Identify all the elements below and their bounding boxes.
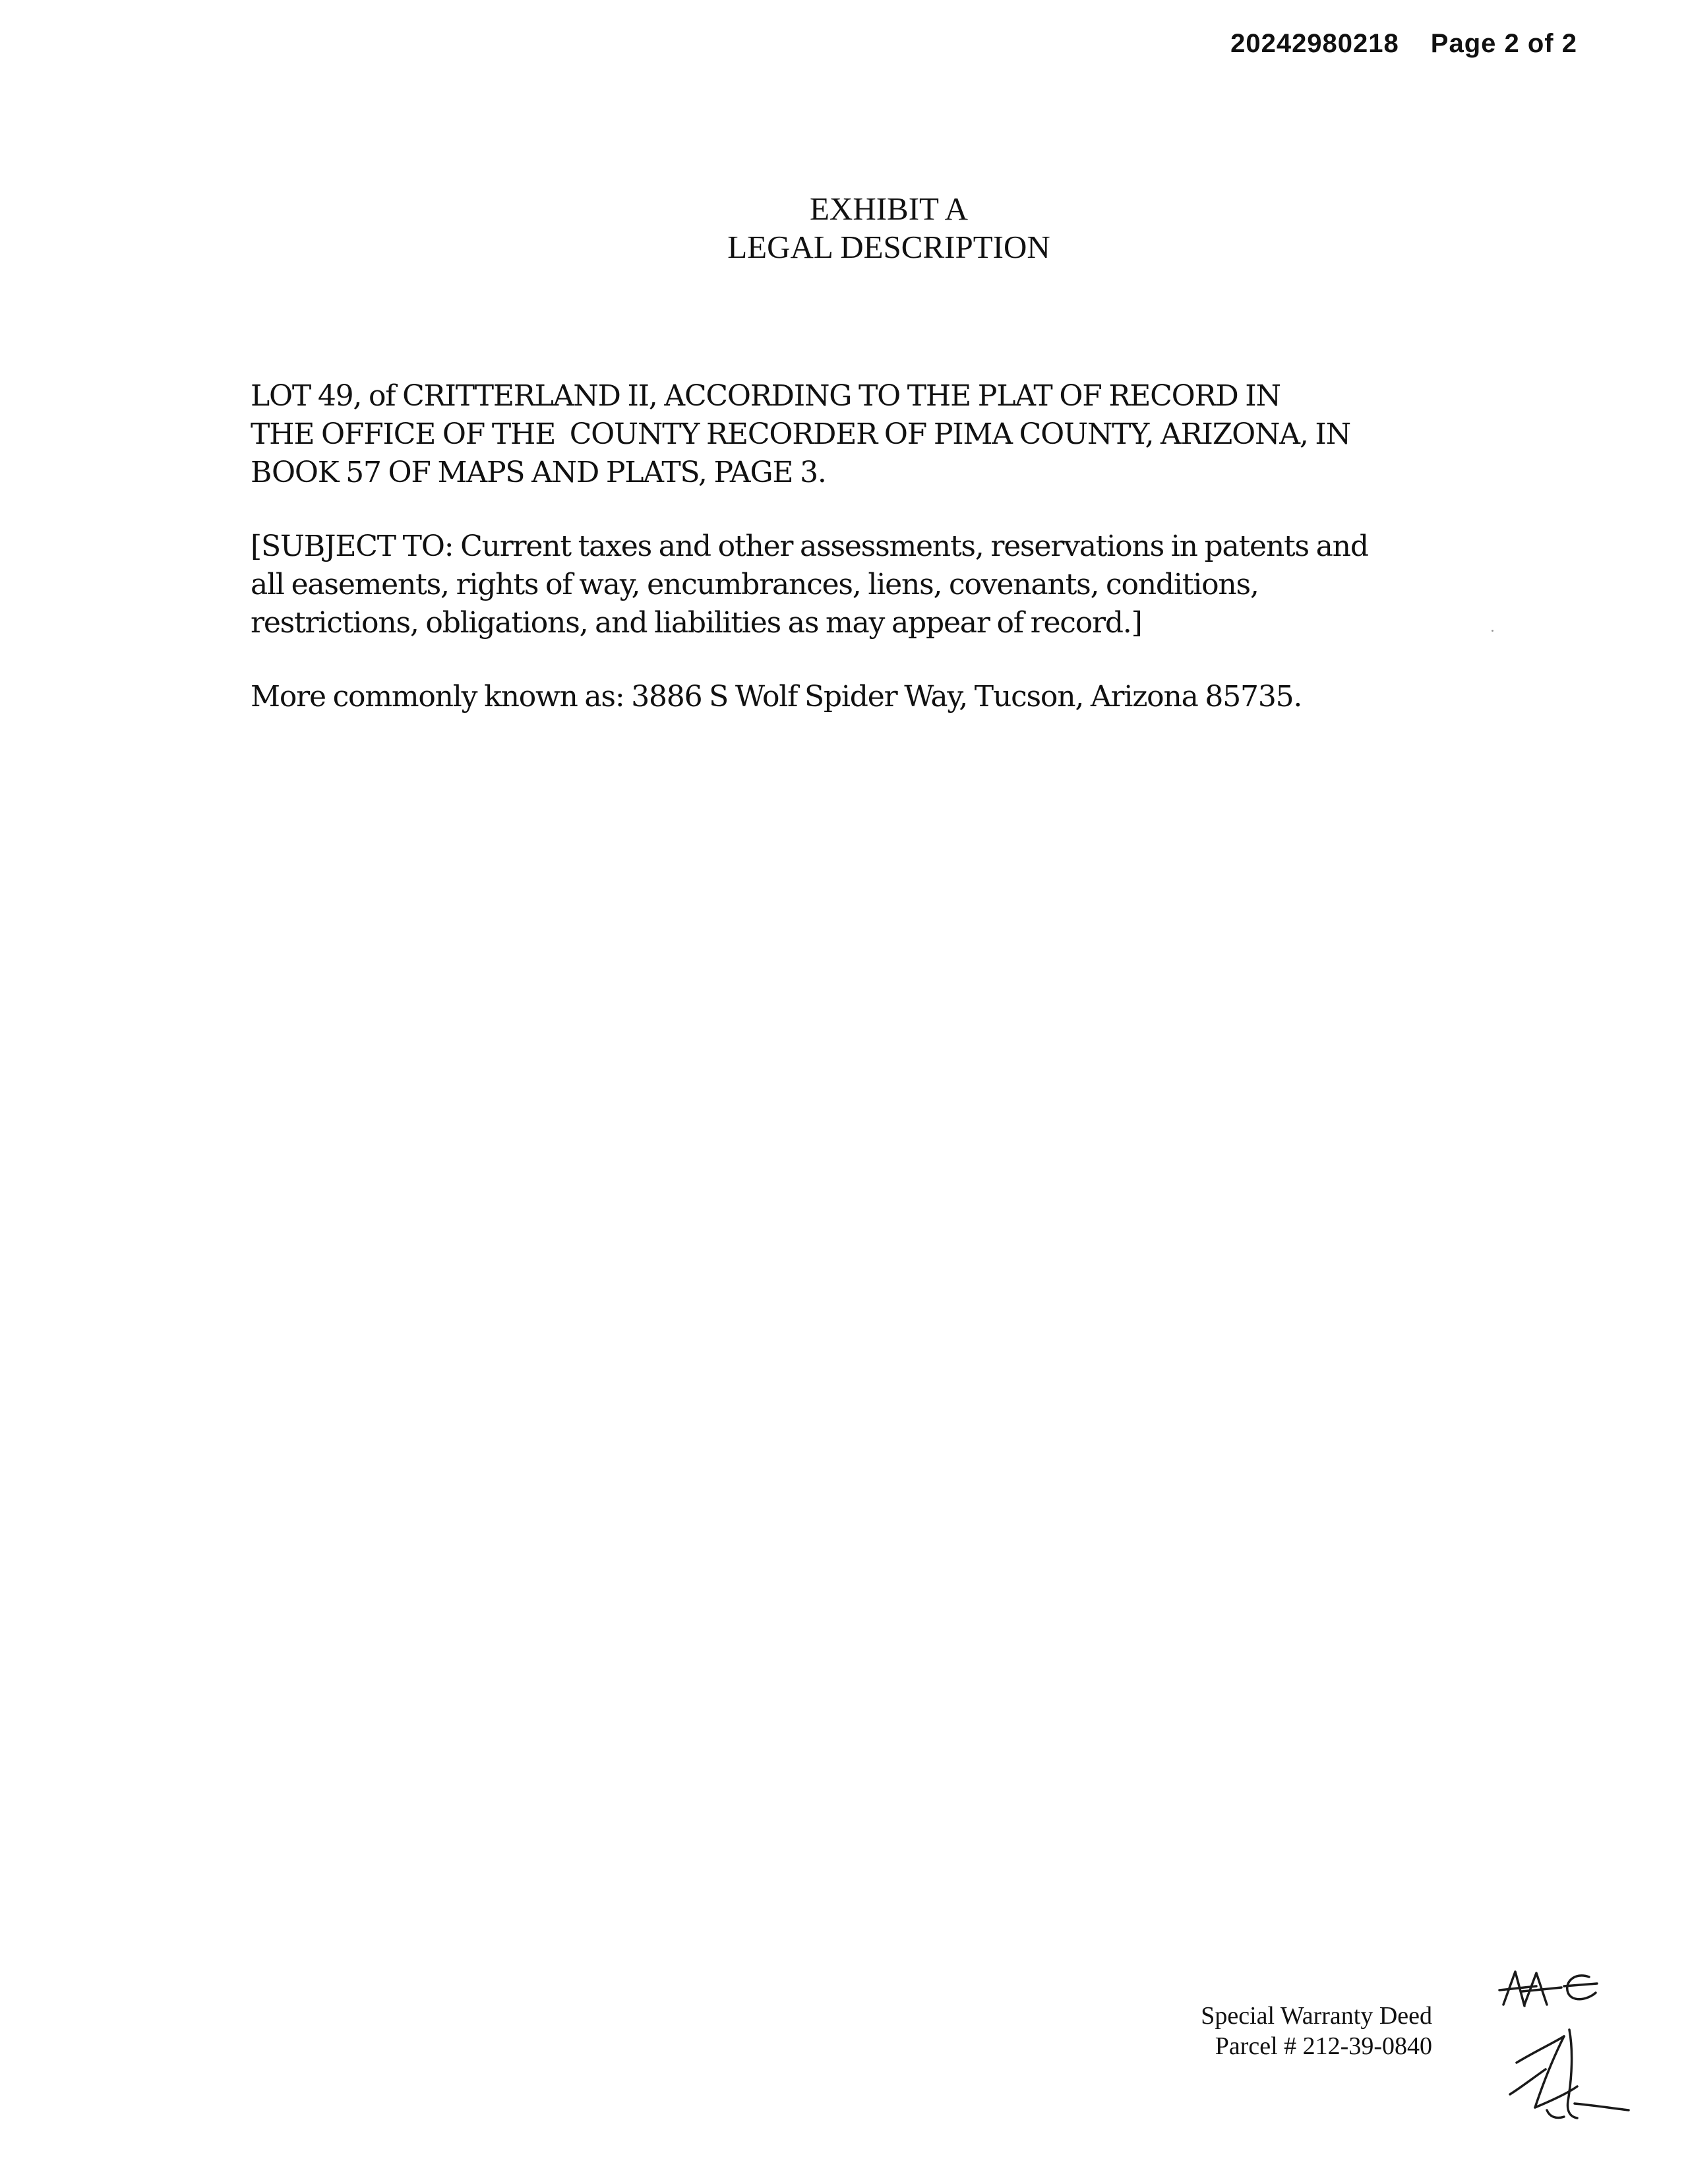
paragraph-line: restrictions, obligations, and liabilities as may appear of record.] (251, 606, 1142, 640)
lot-description-paragraph (251, 377, 1490, 492)
exhibit-heading: EXHIBIT A (810, 191, 968, 227)
paragraph-line: THE OFFICE OF THE COUNTY RECORDER OF PIMA COUNTY, ARIZONA, IN (251, 417, 1350, 451)
document-number: 20242980218 (1230, 29, 1399, 58)
paragraph-line: BOOK 57 OF MAPS AND PLATS, PAGE 3. (251, 456, 826, 489)
paragraph-line: More commonly known as: 3886 S Wolf Spider Way, Tucson, Arizona 85735. (251, 680, 1302, 713)
legal-description-heading: LEGAL DESCRIPTION (727, 229, 1050, 265)
deed-type: Special Warranty Deed (1201, 2002, 1432, 2030)
page-indicator: Page 2 of 2 (1430, 29, 1577, 58)
exhibit-title (0, 190, 1688, 266)
paragraph-line: LOT 49, of CRITTERLAND II, ACCORDING TO THE PLAT OF RECORD IN (251, 379, 1281, 413)
address-paragraph (251, 678, 1490, 716)
paragraph-line: all easements, rights of way, encumbrances, liens, covenants, conditions, (251, 568, 1259, 601)
recording-header (1230, 29, 1577, 59)
handwritten-initials-signature (1490, 1952, 1642, 2163)
parcel-number: Parcel # 212-39-0840 (1215, 2032, 1432, 2060)
subject-to-paragraph (251, 528, 1490, 642)
paragraph-line: [SUBJECT TO: Current taxes and other assessments, reservations in patents and (251, 530, 1368, 563)
scan-speck (1492, 630, 1493, 632)
deed-footer (1201, 2001, 1432, 2061)
